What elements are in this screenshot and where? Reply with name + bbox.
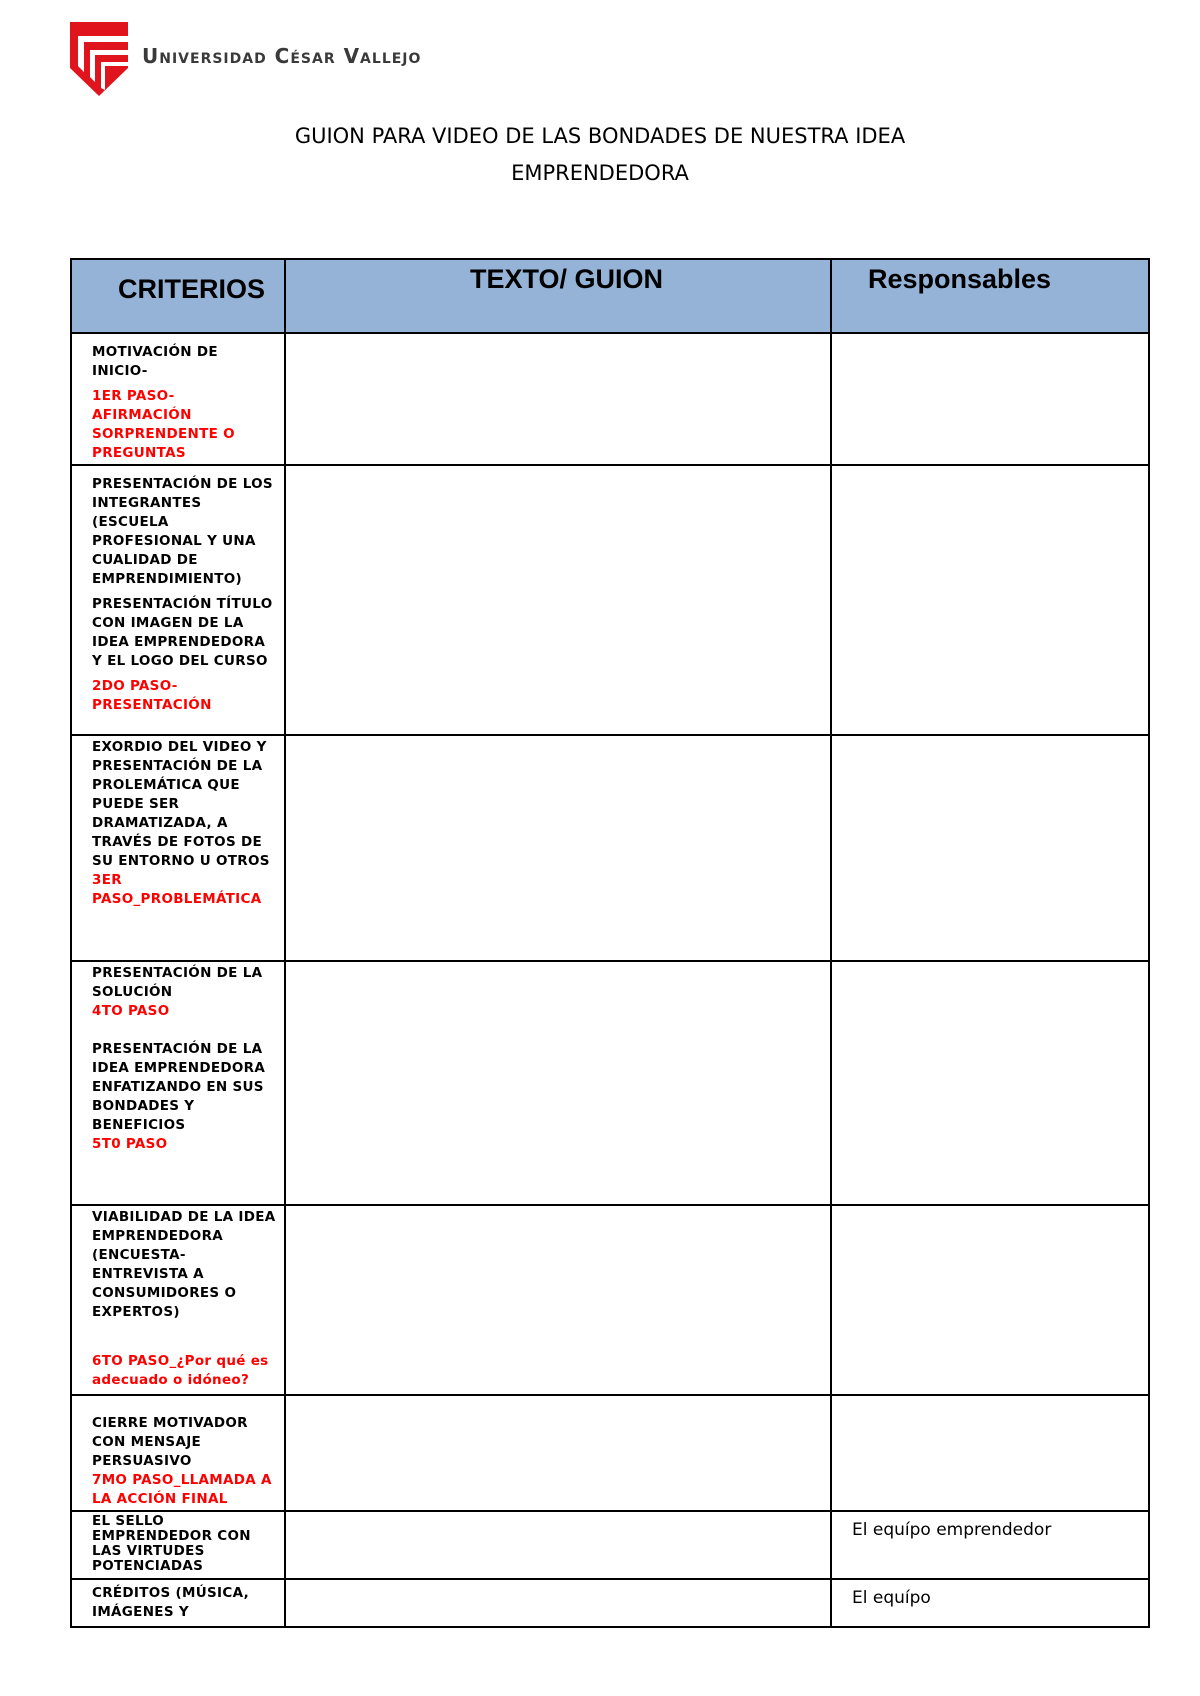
title-line-2: EMPRENDEDORA [511,161,689,185]
table-row [71,735,1149,961]
criterio-cell [71,1205,285,1395]
header-texto-guion: TEXTO/ GUION [285,259,831,333]
university-logo [70,22,421,96]
table-row [71,333,1149,465]
criterio-text: EXORDIO DEL VIDEO Y PRESENTACIÓN DE LA PROLEMÁTICA QUE PUEDE SER DRAMATIZADA, A TRAVÉS DE FOTOS DE SU ENTORNO U OTROS [92,739,270,869]
paso-label: 5T0 PASO [92,1136,168,1152]
criterio-text: CRÉDITOS (MÚSICA, IMÁGENES Y [92,1585,250,1620]
criterio-text: CIERRE MOTIVADOR CON MENSAJE PERSUASIVO [92,1415,248,1469]
texto-cell[interactable] [285,961,831,1205]
criterio-text: PRESENTACIÓN DE LOS INTEGRANTES (ESCUELA PROFESIONAL Y UNA CUALIDAD DE EMPRENDIMIENTO) [92,476,273,587]
responsable-cell[interactable] [831,465,1149,735]
criterio-cell [71,961,285,1205]
table-row [71,1395,1149,1511]
texto-cell[interactable] [285,735,831,961]
paso-label: 1ER PASO- AFIRMACIÓN SORPRENDENTE O PREGUNTAS [92,388,235,461]
texto-cell[interactable] [285,465,831,735]
header-responsables: Responsables [831,259,1149,333]
criterio-text: EL SELLO EMPRENDEDOR CON LAS VIRTUDES POTENCIADAS [92,1513,251,1574]
table-header-row [71,259,1149,333]
document-title [0,118,1200,192]
responsable-cell[interactable] [831,961,1149,1205]
texto-cell[interactable] [285,333,831,465]
criterio-cell [71,1579,285,1627]
paso-label: 7MO PASO_LLAMADA A LA ACCIÓN FINAL [92,1472,272,1507]
responsable-cell[interactable]: El equípo [831,1579,1149,1627]
responsable-cell[interactable]: El equípo emprendedor [831,1511,1149,1579]
table-row [71,1511,1149,1579]
table-row [71,1579,1149,1627]
university-name: Universidad César Vallejo [142,44,422,68]
texto-cell[interactable] [285,1579,831,1627]
criterio-cell [71,735,285,961]
responsable-cell[interactable] [831,1395,1149,1511]
paso-label: 4TO PASO [92,1003,170,1019]
criterio-text: PRESENTACIÓN DE LA IDEA EMPRENDEDORA ENFATIZANDO EN SUS BONDADES Y BENEFICIOS [92,1041,266,1133]
responsable-cell[interactable] [831,1205,1149,1395]
criterio-cell [71,1511,285,1579]
header-criterios: CRITERIOS [71,259,285,333]
title-line-1: GUION PARA VIDEO DE LAS BONDADES DE NUESTRA IDEA [294,124,906,148]
paso-label: 2DO PASO- PRESENTACIÓN [92,678,212,713]
paso-label: 6TO PASO_¿Por qué es adecuado o idóneo? [92,1353,269,1388]
responsable-cell[interactable] [831,333,1149,465]
criterio-text: PRESENTACIÓN DE LA SOLUCIÓN [92,965,263,1000]
table-row [71,465,1149,735]
texto-cell[interactable] [285,1395,831,1511]
script-table [70,258,1150,1628]
table-row [71,1205,1149,1395]
university-shield-icon [70,22,128,96]
criterio-cell [71,333,285,465]
table-row [71,961,1149,1205]
texto-cell[interactable] [285,1205,831,1395]
criterio-cell [71,465,285,735]
criterio-cell [71,1395,285,1511]
criterio-text: PRESENTACIÓN TÍTULO CON IMAGEN DE LA IDEA EMPRENDEDORA Y EL LOGO DEL CURSO [92,596,273,669]
criterio-text: VIABILIDAD DE LA IDEA EMPRENDEDORA (ENCUESTA- ENTREVISTA A CONSUMIDORES O EXPERTOS) [92,1209,276,1320]
paso-label: 3ER PASO_PROBLEMÁTICA [92,872,262,907]
criterio-text: MOTIVACIÓN DE INICIO- [92,344,218,379]
responsable-cell[interactable] [831,735,1149,961]
texto-cell[interactable] [285,1511,831,1579]
